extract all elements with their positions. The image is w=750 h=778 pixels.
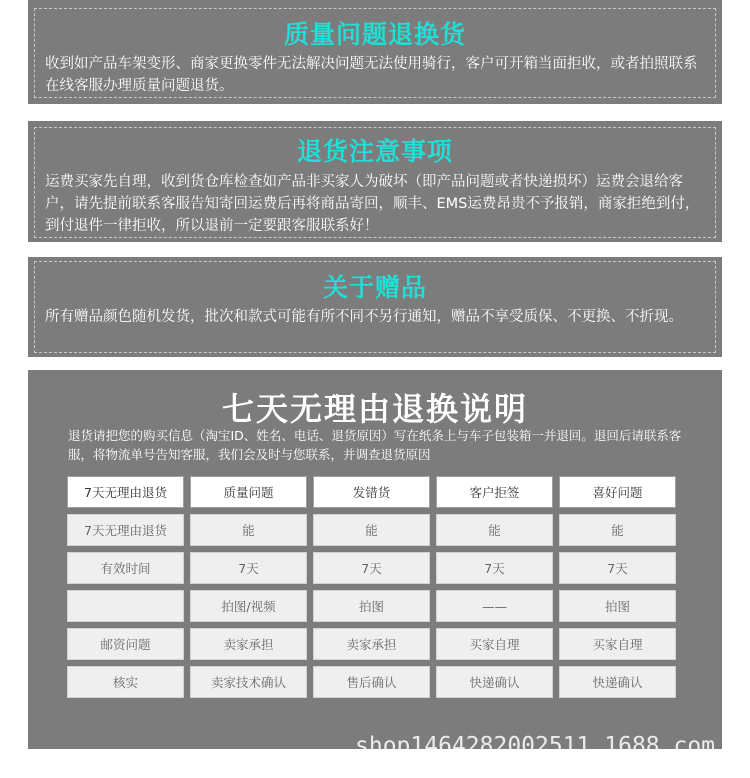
table-header-cell: 质量问题 [190,476,307,508]
table-row-label: 有效时间 [67,552,184,584]
shop-watermark: shop1464282002511.1688.com [355,733,716,759]
table-cell: 拍图 [559,590,676,622]
table-row-label: 邮资问题 [67,628,184,660]
table-header-cell: 客户拒签 [436,476,553,508]
table-cell: 能 [190,514,307,546]
table-cell: 拍图/视频 [190,590,307,622]
table-cell: —— [436,590,553,622]
seven-day-title: 七天无理由退换说明 [221,390,528,428]
gifts-title: 关于赠品 [322,273,427,302]
table-header-cell: 喜好问题 [559,476,676,508]
table-cell: 拍图 [313,590,430,622]
table-cell: 能 [559,514,676,546]
table-row-label: 核实 [67,666,184,698]
table-cell: 售后确认 [313,666,430,698]
seven-day-section [28,370,722,749]
table-cell: 卖家技术确认 [190,666,307,698]
quality-body: 收到如产品车架变形、商家更换零件无法解决问题无法使用骑行，客户可开箱当面拒收，或者拍照联系在线客服办理质量问题退货。 [45,56,698,94]
table-cell: 7天 [436,552,553,584]
quality-box [34,8,716,98]
seven-day-intro: 退货请把您的购买信息（淘宝ID、姓名、电话、退货原因）写在纸条上与车子包装箱一并退回。退回后请联系客服，将物流单号告知客服，我们会及时与您联系，并调查退货原因 [68,428,682,462]
gifts-section [28,257,722,357]
table-cell: 快递确认 [559,666,676,698]
table-cell: 卖家承担 [190,628,307,660]
quality-section [28,0,722,104]
notice-box [34,127,716,238]
table-cell: 能 [313,514,430,546]
table-cell: 买家自理 [559,628,676,660]
table-cell: 能 [436,514,553,546]
table-cell: 卖家承担 [313,628,430,660]
quality-title: 质量问题退换货 [283,20,466,49]
table-cell: 7天 [313,552,430,584]
table-header-cell: 发错货 [313,476,430,508]
table-cell: 7天 [190,552,307,584]
gifts-box [34,261,716,353]
table-cell: 买家自理 [436,628,553,660]
gifts-body: 所有赠品颜色随机发货，批次和款式可能有所不同不另行通知，赠品不享受质保、不更换、不折现。 [45,309,683,325]
table-cell: 7天 [559,552,676,584]
table-header-cell: 7天无理由退货 [67,476,184,508]
notice-title: 退货注意事项 [296,137,453,166]
notice-section [28,121,722,242]
table-row-label [67,590,184,622]
table-cell: 快递确认 [436,666,553,698]
notice-body: 运费买家先自理，收到货仓库检查如产品非买家人为破坏（即产品问题或者快递损坏）运费会退给客户，请先提前联系客服告知寄回运费后再将商品寄回，顺丰、EMS运费昂贵不予报销，商家拒绝到付，到付退件一律拒收，所以退前一定要跟客服联系好！ [45,174,700,234]
table-row-label: 7天无理由退货 [67,514,184,546]
